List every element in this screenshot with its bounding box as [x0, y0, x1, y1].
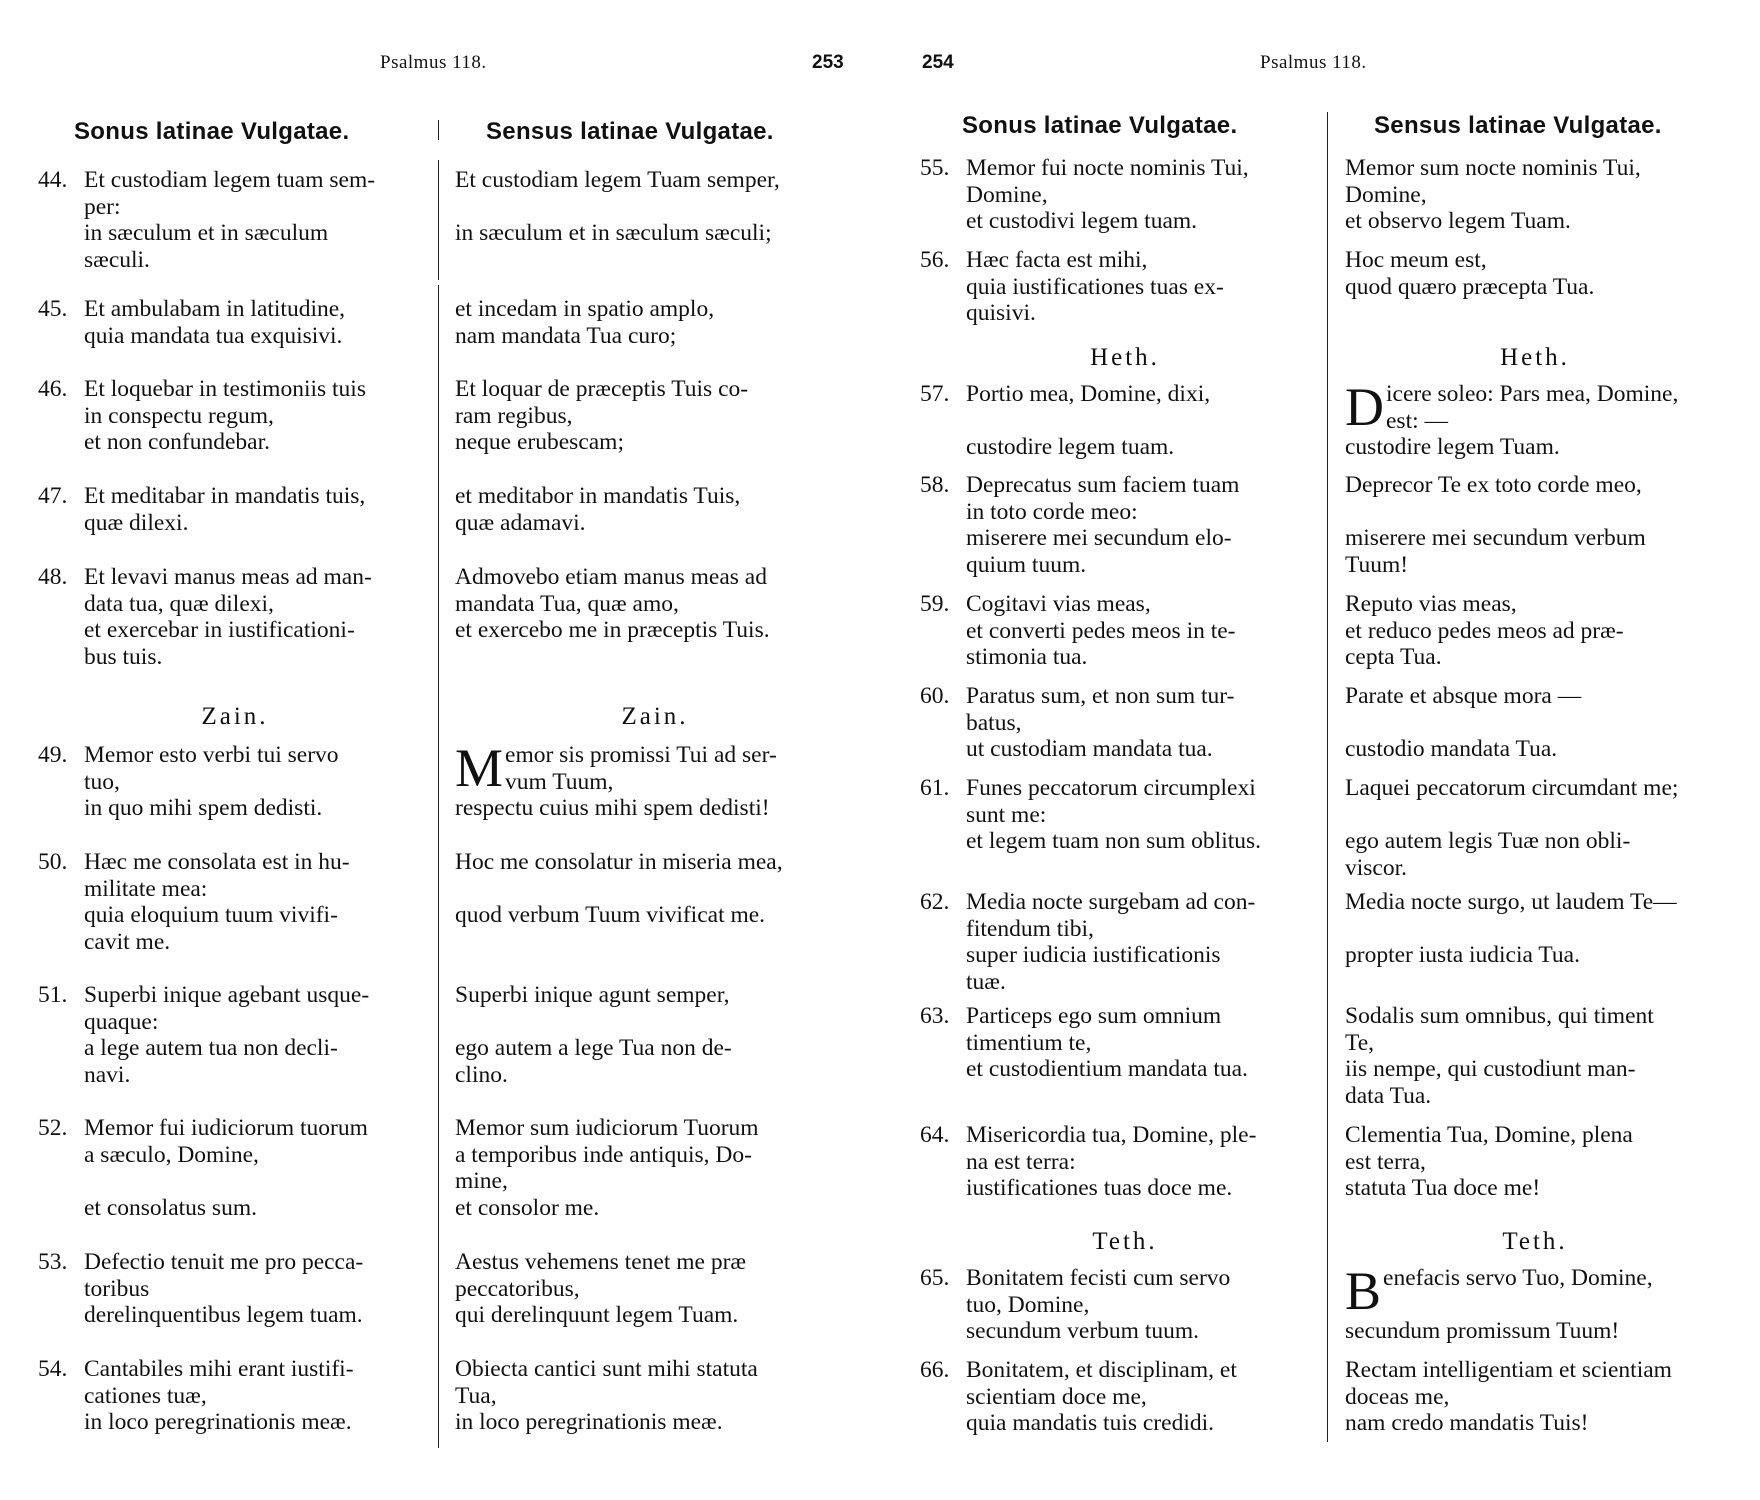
- column-head-latin: Sonus latinae Vulgatae.: [962, 112, 1238, 139]
- section-heading: Teth.: [1092, 1228, 1158, 1255]
- verse-latin: 53. Defectio tenuit me pro pecca- toribus derelinquentibus legem tuam.: [38, 1249, 364, 1328]
- drop-initial: B: [1345, 1261, 1382, 1321]
- verse-sense: et incedam in spatio amplo, nam mandata Tua curo;: [455, 296, 715, 349]
- verse-latin: 50. Hæc me consolata est in hu- militate mea: quia eloquium tuum vivifi- cavit me.: [38, 849, 350, 955]
- verse-latin: 58. Deprecatus sum faciem tuam in toto corde meo: miserere mei secundum elo- quium tuum.: [920, 472, 1240, 578]
- verse-sense: Memor sum iudiciorum Tuorum a temporibus inde antiquis, Do- mine, et consolor me.: [455, 1115, 759, 1221]
- verse-sense: Hoc me consolatur in miseria mea, quod verbum Tuum vivificat me.: [455, 849, 783, 928]
- verse-sense: Memor sum nocte nominis Tui, Domine, et observo legem Tuam.: [1345, 155, 1641, 234]
- verse-latin: 56. Hæc facta est mihi, quia iustificationes tuas ex- quisivi.: [920, 247, 1224, 326]
- column-divider: [438, 160, 439, 280]
- verse-sense: Superbi inique agunt semper, ego autem a lege Tua non de- clino.: [455, 982, 732, 1088]
- verse-sense: Et loquar de præceptis Tuis co- ram regibus, neque erubescam;: [455, 376, 749, 455]
- verse-latin: 64. Misericordia tua, Domine, ple- na est terra: iustificationes tuas doce me.: [920, 1122, 1257, 1201]
- verse-latin: 63. Particeps ego sum omnium timentium te, et custodientium mandata tua.: [920, 1003, 1248, 1082]
- verse-sense: Obiecta cantici sunt mihi statuta Tua, in loco peregrinationis meæ.: [455, 1356, 758, 1435]
- verse-sense: Media nocte surgo, ut laudem Te— propter iusta iudicia Tua.: [1345, 889, 1677, 968]
- verse-latin: 52. Memor fui iudiciorum tuorum a sæculo, Domine, et consolatus sum.: [38, 1115, 368, 1221]
- column-head-sense: Sensus latinae Vulgatae.: [486, 118, 774, 145]
- verse-sense: M emor sis promissi Tui ad ser- vum Tuum, respectu cuius mihi spem dedisti!: [455, 738, 777, 821]
- verse-latin: 48. Et levavi manus meas ad man- data tua, quæ dilexi, et exercebar in iustificationi- bus tuis.: [38, 564, 372, 670]
- column-head-sense: Sensus latinae Vulgatae.: [1374, 112, 1662, 139]
- column-divider: [438, 285, 439, 1448]
- page-number: 254: [922, 52, 954, 73]
- running-head: Psalmus 118.: [380, 52, 487, 73]
- verse-latin: 66. Bonitatem, et disciplinam, et scientiam doce me, quia mandatis tuis credidi.: [920, 1357, 1237, 1436]
- verse-sense: Laquei peccatorum circumdant me; ego autem legis Tuæ non obli- viscor.: [1345, 775, 1679, 881]
- verse-sense: Reputo vias meas, et reduco pedes meos ad præ- cepta Tua.: [1345, 591, 1624, 670]
- column-divider: [1327, 112, 1328, 1442]
- verse-sense: B enefacis servo Tuo, Domine, secundum promissum Tuum!: [1345, 1261, 1653, 1344]
- section-heading: Teth.: [1502, 1228, 1568, 1255]
- verse-latin: 57. Portio mea, Domine, dixi, custodire legem tuam.: [920, 381, 1211, 460]
- verse-latin: 51. Superbi inique agebant usque- quaque: a lege autem tua non decli- navi.: [38, 982, 370, 1088]
- page-number: 253: [812, 52, 844, 73]
- running-head: Psalmus 118.: [1260, 52, 1367, 73]
- verse-sense: Clementia Tua, Domine, plena est terra, statuta Tua doce me!: [1345, 1122, 1633, 1201]
- verse-latin: 44. Et custodiam legem tuam sem- per: in sæculum et in sæculum sæculi.: [38, 167, 376, 273]
- verse-sense: Et custodiam legem Tuam semper, in sæculum et in sæculum sæculi;: [455, 167, 780, 246]
- column-divider: [438, 120, 439, 140]
- verse-latin: 60. Paratus sum, et non sum tur- batus, ut custodiam mandata tua.: [920, 683, 1235, 762]
- verse-sense: Parate et absque mora — custodio mandata Tua.: [1345, 683, 1582, 762]
- verse-latin: 45. Et ambulabam in latitudine, quia mandata tua exquisivi.: [38, 296, 346, 349]
- verse-sense: Deprecor Te ex toto corde meo, miserere mei secundum verbum Tuum!: [1345, 472, 1646, 578]
- verse-latin: 55. Memor fui nocte nominis Tui, Domine, et custodivi legem tuam.: [920, 155, 1249, 234]
- verse-sense: et meditabor in mandatis Tuis, quæ adamavi.: [455, 483, 741, 536]
- verse-sense: D icere soleo: Pars mea, Domine, est: — custodire legem Tuam.: [1345, 377, 1679, 460]
- verse-sense: Rectam intelligentiam et scientiam doceas me, nam credo mandatis Tuis!: [1345, 1357, 1672, 1436]
- verse-latin: 54. Cantabiles mihi erant iustifi- cationes tuæ, in loco peregrinationis meæ.: [38, 1356, 354, 1435]
- drop-initial: D: [1345, 377, 1384, 437]
- section-heading: Zain.: [201, 703, 269, 730]
- verse-latin: 49. Memor esto verbi tui servo tuo, in quo mihi spem dedisti.: [38, 742, 339, 821]
- verse-sense: Sodalis sum omnibus, qui timent Te, iis nempe, qui custodiunt man- data Tua.: [1345, 1003, 1654, 1109]
- verse-latin: 62. Media nocte surgebam ad con- fitendum tibi, super iudicia iustificationis tuæ.: [920, 889, 1256, 995]
- verse-latin: 65. Bonitatem fecisti cum servo tuo, Domine, secundum verbum tuum.: [920, 1265, 1231, 1344]
- verse-latin: 59. Cogitavi vias meas, et converti pedes meos in te- stimonia tua.: [920, 591, 1236, 670]
- section-heading: Heth.: [1500, 344, 1570, 371]
- verse-sense: Aestus vehemens tenet me præ peccatoribus, qui derelinquunt legem Tuam.: [455, 1249, 747, 1328]
- section-heading: Zain.: [621, 703, 689, 730]
- column-head-latin: Sonus latinae Vulgatae.: [74, 118, 350, 145]
- verse-latin: 47. Et meditabar in mandatis tuis, quæ dilexi.: [38, 483, 366, 536]
- verse-latin: 61. Funes peccatorum circumplexi sunt me: et legem tuam non sum oblitus.: [920, 775, 1262, 854]
- section-heading: Heth.: [1090, 344, 1160, 371]
- drop-initial: M: [455, 738, 504, 798]
- right-page: [880, 0, 1760, 1500]
- verse-latin: 46. Et loquebar in testimoniis tuis in conspectu regum, et non confundebar.: [38, 376, 366, 455]
- verse-sense: Hoc meum est, quod quæro præcepta Tua.: [1345, 247, 1595, 300]
- verse-sense: Admovebo etiam manus meas ad mandata Tua, quæ amo, et exercebo me in præceptis Tuis.: [455, 564, 770, 643]
